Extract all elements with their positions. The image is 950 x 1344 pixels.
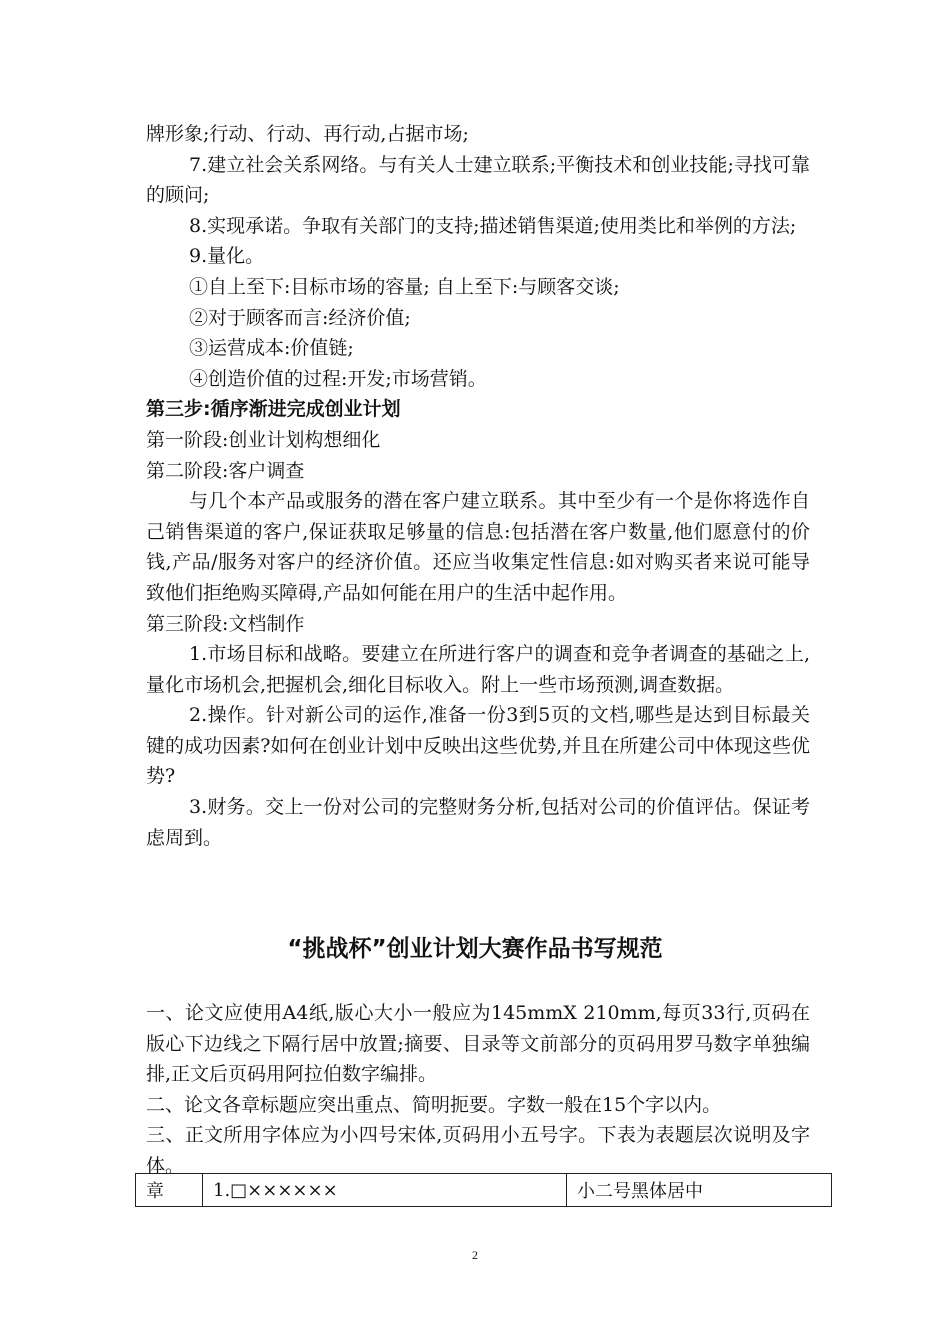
paragraph: 9.量化。 [189,245,265,268]
rule-paragraph: 三、正文所用字体应为小四号宋体,页码用小五号字。下表为表题层次说明及字体。 [146,1124,810,1177]
paragraph: 8.实现承诺。争取有关部门的支持;描述销售渠道;使用类比和举例的方法; [189,214,797,237]
list-item: 3.财务。交上一份对公司的完整财务分析,包括对公司的价值评估。保证考虑周到。 [146,796,810,849]
document-title: “挑战杯”创业计划大赛作品书写规范 [287,936,663,962]
table-cell-example: 1.□×××××× [203,1174,567,1207]
table-cell-font: 小二号黑体居中 [567,1174,832,1207]
paragraph: 与几个本产品或服务的潜在客户建立联系。其中至少有一个是你将选作自己销售渠道的客户,保证获取足够量的信息:包括潜在客户数量,他们愿意付的价钱,产品/服务对客户的经济价值。还应当收集定性信息:如对购买者来说可能导致他们拒绝购买障碍,产品如何能在用户的生活中起作用。 [146,490,810,604]
paragraph: 7.建立社会关系网络。与有关人士建立联系;平衡技术和创业技能;寻找可靠的顾问; [146,153,810,207]
list-item: 1.市场目标和战略。要建立在所进行客户的调查和竞争者调查的基础之上,量化市场机会,把握机会,细化目标收入。附上一些市场预测,调查数据。 [146,643,810,696]
heading-format-table [135,1173,832,1207]
table-row [136,1174,832,1207]
step-heading: 第三步:循序渐进完成创业计划 [146,398,401,421]
paragraph: ②对于顾客而言:经济价值; [189,306,411,329]
spec-rules [146,998,810,1182]
stage-heading: 第二阶段:客户调查 [146,459,305,482]
document-body [146,119,810,853]
paragraph: ③运营成本:价值链; [189,337,354,360]
rule-paragraph: 二、论文各章标题应突出重点、简明扼要。字数一般在15个字以内。 [146,1093,722,1116]
paragraph: 牌形象;行动、行动、再行动,占据市场; [146,123,469,145]
rule-paragraph: 一、论文应使用A4纸,版心大小一般应为145mmX 210mm,每页33行,页码在版心下边线之下隔行居中放置;摘要、目录等文前部分的页码用罗马数字单独编排,正文后页码用阿拉伯数字编排。 [146,1002,810,1086]
table-cell-level: 章 [136,1174,203,1207]
page-number: 2 [472,1248,478,1262]
paragraph: ①自上至下:目标市场的容量; 自上至下:与顾客交谈; [189,275,620,298]
stage-heading: 第一阶段:创业计划构想细化 [146,428,381,451]
paragraph: ④创造价值的过程:开发;市场营销。 [189,367,487,390]
stage-heading: 第三阶段:文档制作 [146,612,305,635]
list-item: 2.操作。针对新公司的运作,准备一份3到5页的文档,哪些是达到目标最关键的成功因素?如何在创业计划中反映出这些优势,并且在所建公司中体现这些优势? [146,704,810,788]
